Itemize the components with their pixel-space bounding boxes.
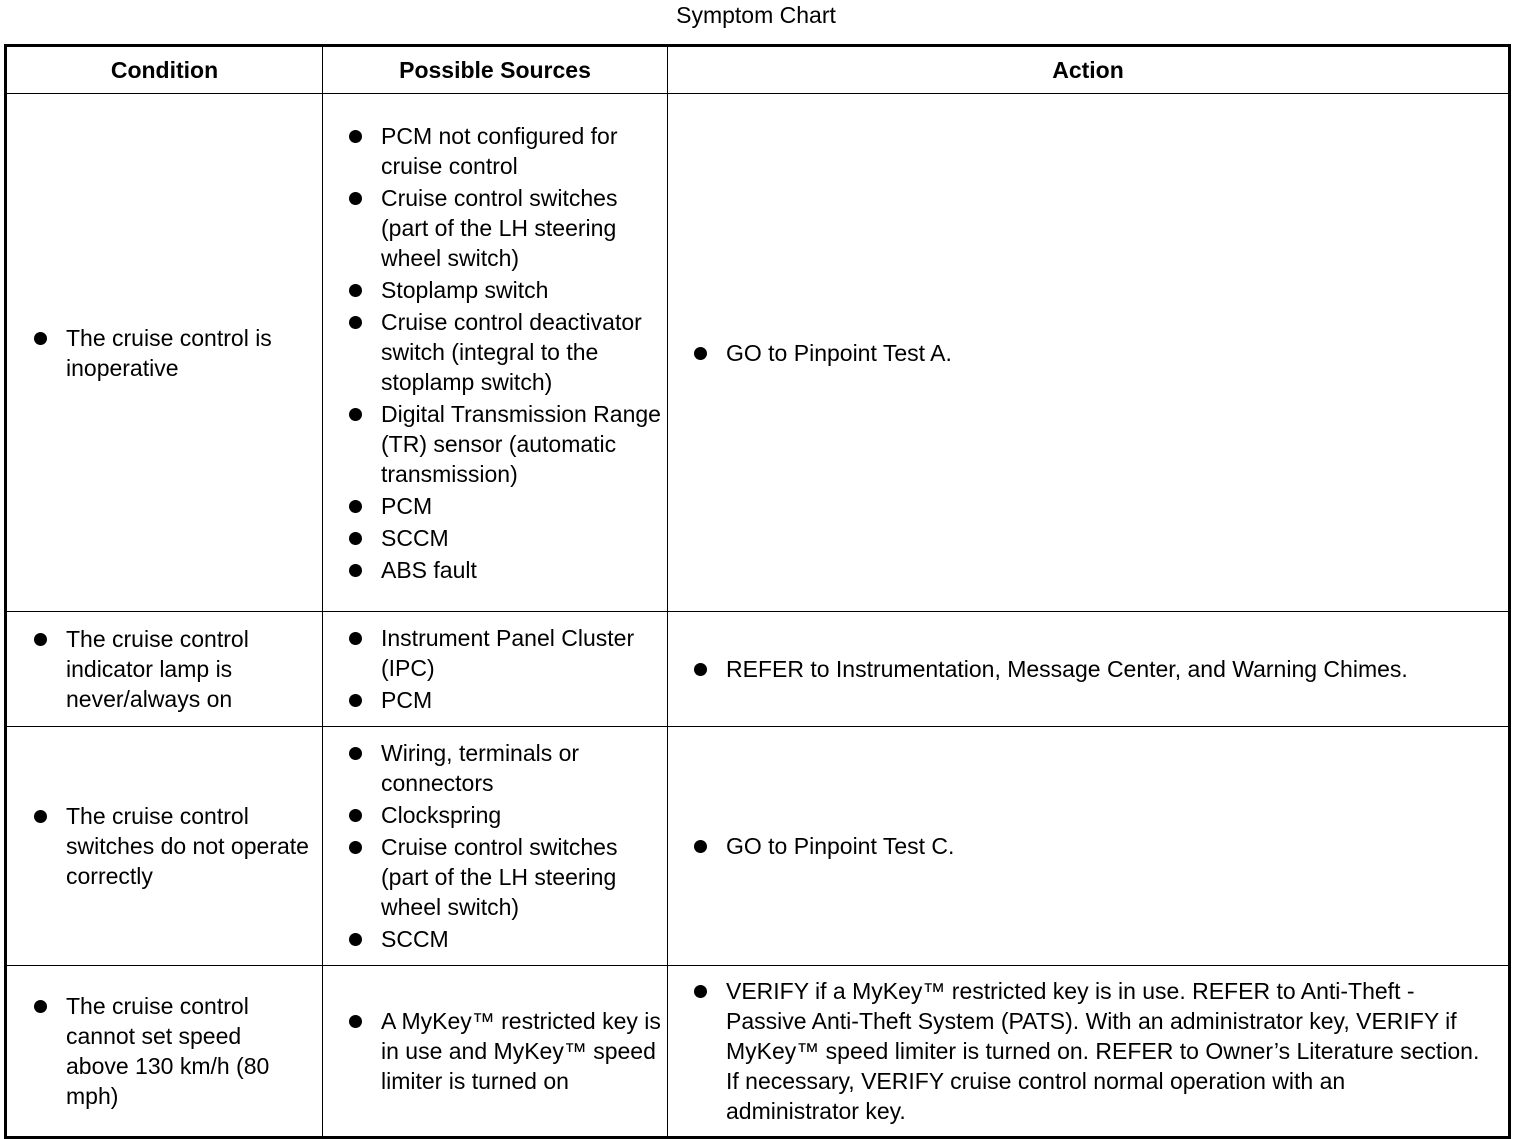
table-row — [6, 966, 1510, 1138]
action-list — [668, 966, 1508, 1136]
source-item: SCCM — [381, 523, 661, 553]
action-list — [668, 328, 1508, 378]
source-item: PCM not configured for cruise control — [381, 121, 661, 181]
condition-cell — [6, 612, 323, 727]
condition-list — [7, 981, 322, 1121]
condition-item: The cruise control switches do not operate correctly — [66, 803, 309, 889]
source-item: A MyKey™ restricted key is in use and MyKey™ speed limiter is turned on — [381, 1008, 661, 1094]
source-item: PCM — [381, 685, 661, 715]
source-item: Cruise control switches (part of the LH steering wheel switch) — [381, 832, 661, 922]
condition-cell — [6, 966, 323, 1138]
sources-cell — [323, 94, 668, 612]
action-cell — [668, 966, 1510, 1138]
condition-cell — [6, 94, 323, 612]
table-row — [6, 94, 1510, 612]
action-cell — [668, 612, 1510, 727]
condition-list — [7, 313, 322, 393]
action-item: VERIFY if a MyKey™ restricted key is in use. REFER to Anti-Theft - Passive Anti-Theft System (PATS). With an administrator key, VERIFY if MyKey™ speed limiter is turned on. REFER to Owner’s Literature section. If necessary, VERIFY cruise control normal operation with an administrator key. — [726, 976, 1484, 1126]
source-item: Cruise control deactivator switch (integral to the stoplamp switch) — [381, 307, 661, 397]
condition-list — [7, 791, 322, 901]
source-item: Cruise control switches (part of the LH steering wheel switch) — [381, 183, 661, 273]
source-item: Stoplamp switch — [381, 275, 661, 305]
header-possible-sources: Possible Sources — [323, 46, 668, 94]
sources-cell — [323, 727, 668, 966]
sources-cell — [323, 966, 668, 1138]
condition-item: The cruise control is inoperative — [66, 323, 310, 383]
source-item: SCCM — [381, 924, 661, 954]
header-action: Action — [668, 46, 1510, 94]
action-item: GO to Pinpoint Test A. — [726, 338, 1484, 368]
sources-list — [323, 995, 667, 1107]
action-cell — [668, 727, 1510, 966]
table-row — [6, 727, 1510, 966]
source-item: PCM — [381, 491, 661, 521]
action-list — [668, 821, 1508, 871]
source-item: Wiring, terminals or connectors — [381, 738, 661, 798]
source-item: Clockspring — [381, 800, 661, 830]
source-item: Digital Transmission Range (TR) sensor (automatic transmission) — [381, 400, 661, 487]
sources-list — [323, 612, 667, 726]
header-row — [6, 46, 1510, 94]
condition-list — [7, 614, 322, 724]
sources-list — [323, 727, 667, 965]
sources-list — [323, 110, 667, 596]
header-condition: Condition — [6, 46, 323, 94]
action-item: GO to Pinpoint Test C. — [726, 831, 1484, 861]
condition-item: The cruise control cannot set speed above 130 km/h (80 mph) — [66, 991, 310, 1111]
source-item: Instrument Panel Cluster (IPC) — [381, 623, 661, 683]
chart-title: Symptom Chart — [676, 2, 836, 28]
sources-cell — [323, 612, 668, 727]
table-row — [6, 612, 1510, 727]
symptom-table — [4, 44, 1511, 1139]
condition-cell — [6, 727, 323, 966]
source-item: ABS fault — [381, 555, 661, 585]
condition-item: The cruise control indicator lamp is never/always on — [66, 624, 310, 714]
action-cell — [668, 94, 1510, 612]
action-item: REFER to Instrumentation, Message Center, and Warning Chimes. — [726, 654, 1484, 684]
action-list — [668, 644, 1508, 694]
